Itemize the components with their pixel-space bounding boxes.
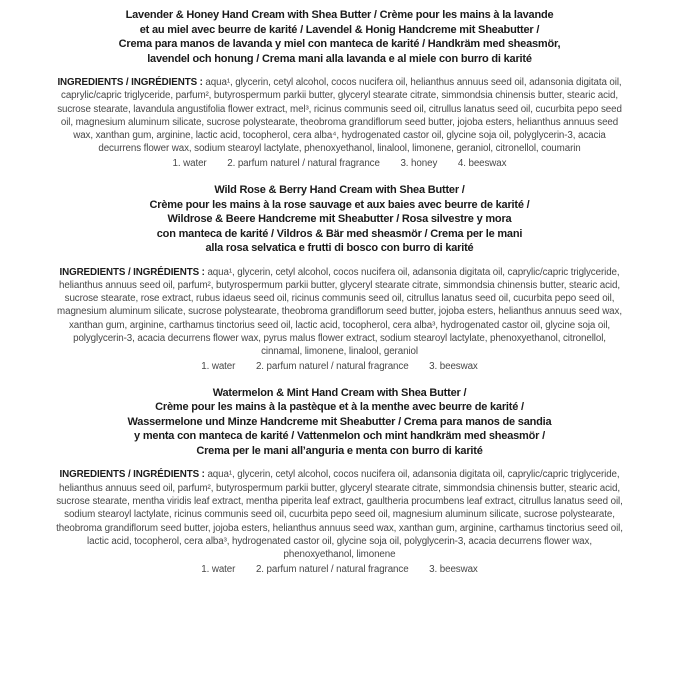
product-title-line: Wildrose & Beere Handcreme mit Sheabutter / Rosa silvestre y mora [167, 213, 512, 226]
product-title-lavender-honey [30, 8, 650, 66]
product-title-line: alla rosa selvatica e frutti di bosco con burro di karité [205, 242, 474, 255]
product-title-line: Lavender & Honey Hand Cream with Shea Butter / Crème pour les mains à la lavande [125, 9, 554, 21]
product-section-watermelon-mint [0, 386, 679, 576]
footnote-item: 1. water [201, 360, 236, 372]
product-title-line: Wild Rose & Berry Hand Cream with Shea Butter / [214, 184, 465, 197]
footnote-item: 1. water [172, 157, 207, 169]
ingredients-text: aqua¹, glycerin, cetyl alcohol, cocos nucifera oil, adansonia digitata oil, caprylic/capric triglyceride, helianthus annuus seed oil, parfum², butyrospermum parkii butter, glyceryl stearate citrate, simmondsia chinensis butter, stearic acid, sucrose stearate, rose extract, rubus idaeus seed oil, ricinus communis seed oil, citrullus lanatus seed oil, cucurbita pepo seed oil, magnesium aluminum silicate, sucrose polystearate, theobroma grandiflorum seed butter, jojoba esters, helianthus annuus seed wax, xanthan gum, arginine, carthamus tinctorius seed oil, lactic acid, tocopherol, cera alba³, hydrogenated castor oil, glycine soja oil, polyglycerin-3, acacia decurrens flower wax, pyrus malus flower extract, sodium stearoyl lactylate, phenoxyethanol, citronellol, cinnamal, limonene, linalool, geraniol [57, 266, 622, 358]
ingredients-paragraph [56, 266, 624, 359]
product-title-wild-rose-berry [30, 183, 650, 256]
footnote-item: 2. parfum naturel / natural fragrance [255, 360, 409, 372]
footnote-item: 3. honey [400, 157, 438, 169]
footnote-item: 2. parfum naturel / natural fragrance [227, 157, 380, 169]
product-title-line: Crème pour les mains à la rose sauvage et aux baies avec beurre de karité / [149, 198, 530, 211]
footnote-item: 3. beeswax [429, 360, 478, 372]
product-title-line: Crema para manos de lavanda y miel con manteca de karité / Handkräm med sheasmör, [118, 38, 561, 50]
product-title-line: y menta con manteca de karité / Vattenmelon och mint handkräm med sheasmör / [134, 430, 545, 443]
ingredients-label: INGREDIENTS / INGRÉDIENTS : [57, 77, 203, 88]
footnotes [0, 563, 679, 576]
product-title-line: con manteca de karité / Vildros & Bär med sheasmör / Crema per le mani [156, 227, 523, 240]
product-title-line: lavendel och honung / Crema mani alla lavanda e al miele con burro di karité [147, 52, 532, 65]
footnotes [0, 157, 679, 170]
product-section-lavender-honey [0, 8, 679, 170]
footnote-item: 4. beeswax [457, 157, 507, 169]
product-title-watermelon-mint [30, 386, 650, 459]
product-title-line: Watermelon & Mint Hand Cream with Shea Butter / [212, 386, 467, 399]
footnote-item: 1. water [201, 563, 236, 575]
product-section-wild-rose-berry [0, 183, 679, 373]
ingredients-paragraph [56, 468, 624, 561]
ingredients-paragraph [56, 76, 624, 156]
ingredients-label: INGREDIENTS / INGRÉDIENTS : [59, 266, 205, 278]
product-title-line: Crème pour les mains à la pastèque et à la menthe avec beurre de karité / [155, 401, 524, 414]
ingredients-label: INGREDIENTS / INGRÉDIENTS : [59, 469, 205, 481]
footnote-item: 3. beeswax [429, 563, 478, 575]
footnotes [0, 360, 679, 373]
product-title-line: Wassermelone und Minze Handcreme mit Sheabutter / Crema para manos de sandia [127, 415, 552, 428]
product-title-line: et au miel avec beurre de karité / Lavendel & Honig Handcreme mit Sheabutter / [139, 23, 540, 36]
ingredients-text: aqua¹, glycerin, cetyl alcohol, cocos nucifera oil, adansonia digitata oil, caprylic/capric triglyceride, helianthus annuus seed oil, parfum², butyrospermum parkii butter, glyceryl stearate citrate, simmondsia chinensis butter, stearic acid, sucrose stearate, mentha viridis leaf extract, mentha piperita leaf extract, gaultheria procumbens leaf extract, citrullus lanatus seed oil, sodium stearoyl lactylate, ricinus communis seed oil, cucurbita pepo seed oil, magnesium aluminum silicate, sucrose polystearate, theobroma grandiflorum seed butter, jojoba esters, helianthus annuus seed wax, xanthan gum, arginine, carthamus tinctorius seed oil, lactic acid, tocopherol, cera alba³, hydrogenated castor oil, glycine soja oil, polyglycerin-3, acacia decurrens flower wax, phenoxyethanol, limonene [56, 469, 623, 561]
product-title-line: Crema per le mani all’anguria e menta con burro di karité [196, 444, 483, 457]
ingredients-text: aqua¹, glycerin, cetyl alcohol, cocos nucifera oil, helianthus annuus seed oil, adansonia digitata oil, caprylic/capric triglyceride, parfum², butyrospermum parkii butter, glyceryl stearate citrate, simmondsia chinensis butter, stearic acid, sucrose stearate, lavandula angustifolia flower extract, mel³, ricinus communis seed oil, citrullus lanatus seed oil, cucurbita pepo seed oil, magnesium aluminum silicate, sucrose polystearate, theobroma grandiflorum seed butter, jojoba esters, helianthus annuus seed wax, xanthan gum, arginine, lactic acid, tocopherol, cera alba⁴, hydrogenated castor oil, glycine soja oil, polyglycerin-3, acacia decurrens flower wax, sodium stearoyl lactylate, phenoxyethanol, linalool, limonene, geraniol, citronellol, coumarin [57, 77, 622, 155]
footnote-item: 2. parfum naturel / natural fragrance [255, 563, 409, 575]
